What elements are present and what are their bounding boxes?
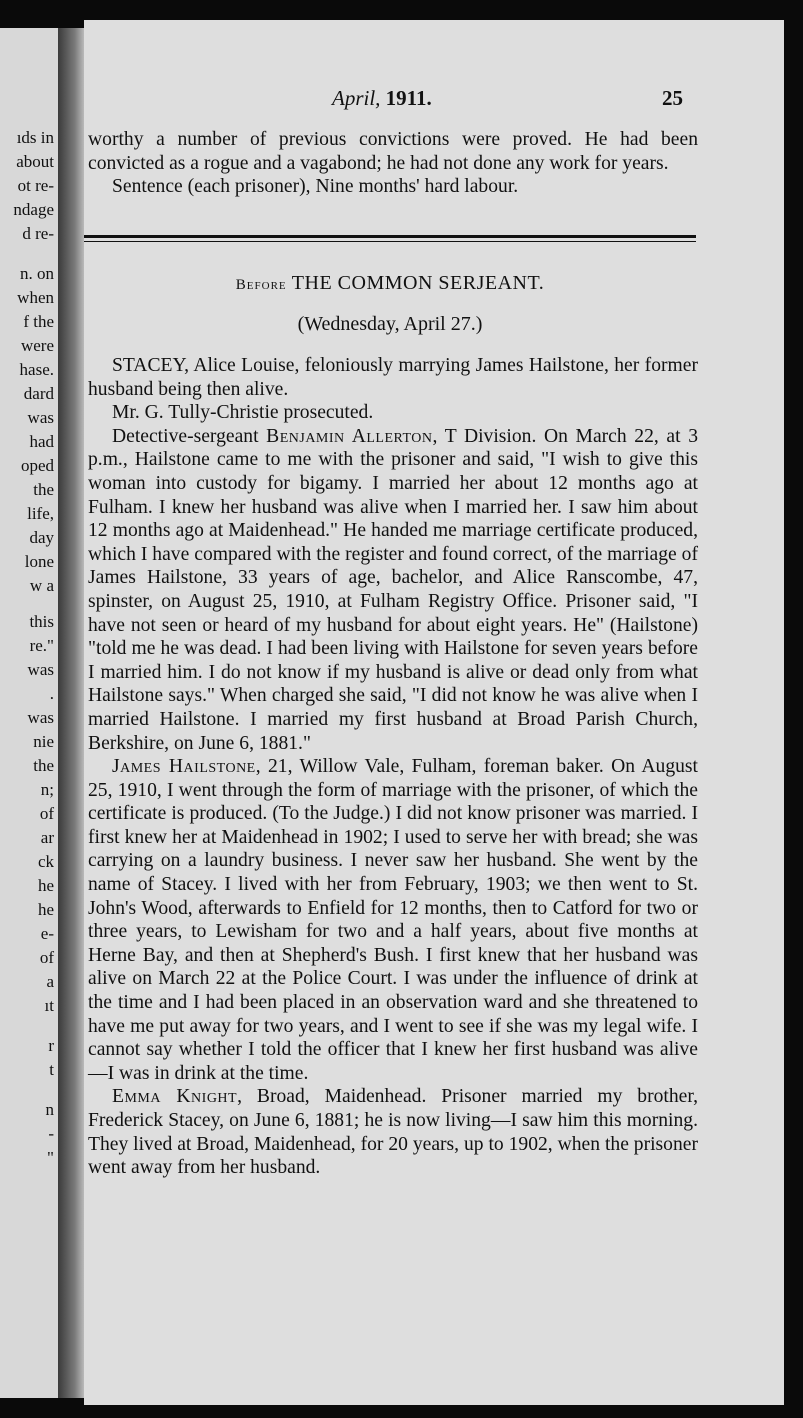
- left-page-fragment: ck: [37, 852, 54, 871]
- left-page-fragment: dard: [23, 384, 54, 403]
- left-page-fragment: life,: [27, 504, 54, 523]
- section-heading: [84, 272, 696, 295]
- witness-paragraph: [88, 1085, 698, 1179]
- sentence-line: Sentence (each prisoner), Nine months' hard labour.: [112, 176, 519, 198]
- charge-paragraph: STACEY, Alice Louise, feloniously marrying James Hailstone, her former husband being then alive.: [88, 355, 698, 400]
- left-page-fragment: re.": [29, 636, 54, 655]
- left-page-fragment: ar: [40, 828, 54, 847]
- left-page-fragment: ıds in: [16, 128, 54, 147]
- left-page-fragment: he: [37, 876, 54, 895]
- left-page-fragment: -: [48, 1124, 54, 1143]
- left-page-fragment: n. on: [20, 264, 54, 283]
- left-page-fragment: ": [47, 1148, 54, 1167]
- running-head-date: [332, 86, 432, 111]
- session-date: (Wednesday, April 27.): [297, 313, 483, 335]
- double-rule-thick: [84, 235, 696, 238]
- left-page-fragment: w a: [29, 576, 54, 595]
- witness-paragraph: [88, 425, 698, 755]
- left-page-fragment: e-: [40, 924, 54, 943]
- left-page-fragment: were: [20, 336, 54, 355]
- counsel-paragraph: Mr. G. Tully-Christie prosecuted.: [112, 402, 374, 424]
- left-page-fragment: was: [27, 660, 54, 679]
- left-page-fragment: f the: [23, 312, 54, 331]
- left-page-fragment: about: [16, 152, 54, 171]
- left-page-fragment: he: [37, 900, 54, 919]
- left-page-fragment: t: [49, 1060, 54, 1079]
- left-page-fragment: d re-: [22, 224, 54, 243]
- header-year: 1911.: [385, 86, 432, 110]
- witness-name: Emma Knight: [112, 1086, 238, 1108]
- left-page-fragment: had: [29, 432, 54, 451]
- left-page-fragment: r: [48, 1036, 54, 1055]
- double-rule-thin: [84, 241, 696, 242]
- witness-testimony: , T Division. On March 22, at 3 p.m., Hailstone came to me with the prisoner and said, "I wish to give this woman into custody for bigamy. I married her about 12 months ago at Fulham. I knew her husband was alive when I married her. I saw him about 12 months ago at Maidenhead." He handed me marriage certificate produced, which I have compared with the register and found correct, of the marriage of James Hailstone, 33 years of age, bachelor, and Alice Ranscombe, 47, spinster, on August 25, 1910, at Fulham Registry Office. Prisoner said, "I have not seen or heard of my husband for about eight years. He" (Hailstone) "told me he was dead. I had been living with Hailstone for seven years before I married him. I do not know if my husband is alive or dead only from what Hailstone says." When charged she said, "I did not know he was alive when I married Hailstone. I married my first husband at Broad Parish Church, Berkshire, on June 6, 1881.": [88, 425, 698, 754]
- left-page-fragment: ot re-: [17, 176, 54, 195]
- running-header: [84, 86, 784, 116]
- left-page-fragment: day: [29, 528, 54, 547]
- book-gutter: [58, 28, 86, 1398]
- left-page-fragment: of: [39, 804, 54, 823]
- left-page-fragment: nie: [33, 732, 54, 751]
- left-page-fragment: was: [27, 708, 54, 727]
- case-body: [88, 354, 698, 1180]
- left-page-fragment: n;: [40, 780, 54, 799]
- left-page-fragment: this: [29, 612, 54, 631]
- left-page-fragment: lone: [24, 552, 54, 571]
- left-page-fragment: the: [33, 756, 54, 775]
- left-page-margin: [0, 28, 58, 1398]
- left-page-fragment: ndage: [13, 200, 54, 219]
- left-page-fragment: oped: [20, 456, 54, 475]
- header-month: April,: [332, 86, 381, 110]
- continued-paragraph: worthy a number of previous convictions were proved. He had been convicted as a rogue and a vagabond; he had not done any work for years.: [88, 129, 698, 174]
- left-page-fragment: hase.: [19, 360, 54, 379]
- heading-title: THE COMMON SERJEANT.: [291, 272, 545, 294]
- left-page-fragment: .: [49, 684, 54, 703]
- witness-testimony: , Broad, Maidenhead. Prisoner married my brother, Frederick Stacey, on June 6, 1881; he is now living—I saw him this morning. They lived at Broad, Maidenhead, for 20 years, up to 1902, when the prisoner went away from her husband.: [88, 1086, 698, 1179]
- witness-paragraph: [88, 755, 698, 1085]
- left-page-fragment: was: [27, 408, 54, 427]
- heading-before: Before: [235, 277, 287, 293]
- witness-testimony: , 21, Willow Vale, Fulham, foreman baker. On August 25, 1910, I went through the form of marriage with the prisoner, of which the certificate is produced. (To the Judge.) I did not know prisoner was married. I first knew her at Maidenhead in 1902; I used to serve her with bread; she was carrying on a laundry business. I never saw her husband. She went by the name of Stacey. I lived with her from February, 1903; we then went to St. John's Wood, afterwards to Enfield for 12 months, then to Catford for two or three years, to Lewisham for two and a half years, about five months at Herne Bay, and then at Shepherd's Bush. I first knew that her husband was alive on March 22 at the Police Court. I was under the influence of drink at the time and I had been placed in an observation ward and she threatened to have me put away for two years, and I went to see if she was my legal wife. I cannot say whether I told the officer that I knew her first husband was alive—I was in drink at the time.: [88, 756, 698, 1084]
- witness-prefix: Detective-sergeant: [112, 425, 267, 447]
- witness-name: James Hailstone: [112, 756, 256, 778]
- witness-name: Benjamin Allerton: [266, 425, 433, 447]
- continued-text: [88, 128, 698, 199]
- page-number: 25: [662, 86, 683, 110]
- left-page-fragment: of: [39, 948, 54, 967]
- left-page-fragment: a: [46, 972, 54, 991]
- left-page-fragment: the: [33, 480, 54, 499]
- left-page-fragment: when: [17, 288, 54, 307]
- book-page: [84, 20, 784, 1405]
- left-page-fragment: ıt: [44, 996, 54, 1015]
- left-page-fragment: n: [45, 1100, 54, 1119]
